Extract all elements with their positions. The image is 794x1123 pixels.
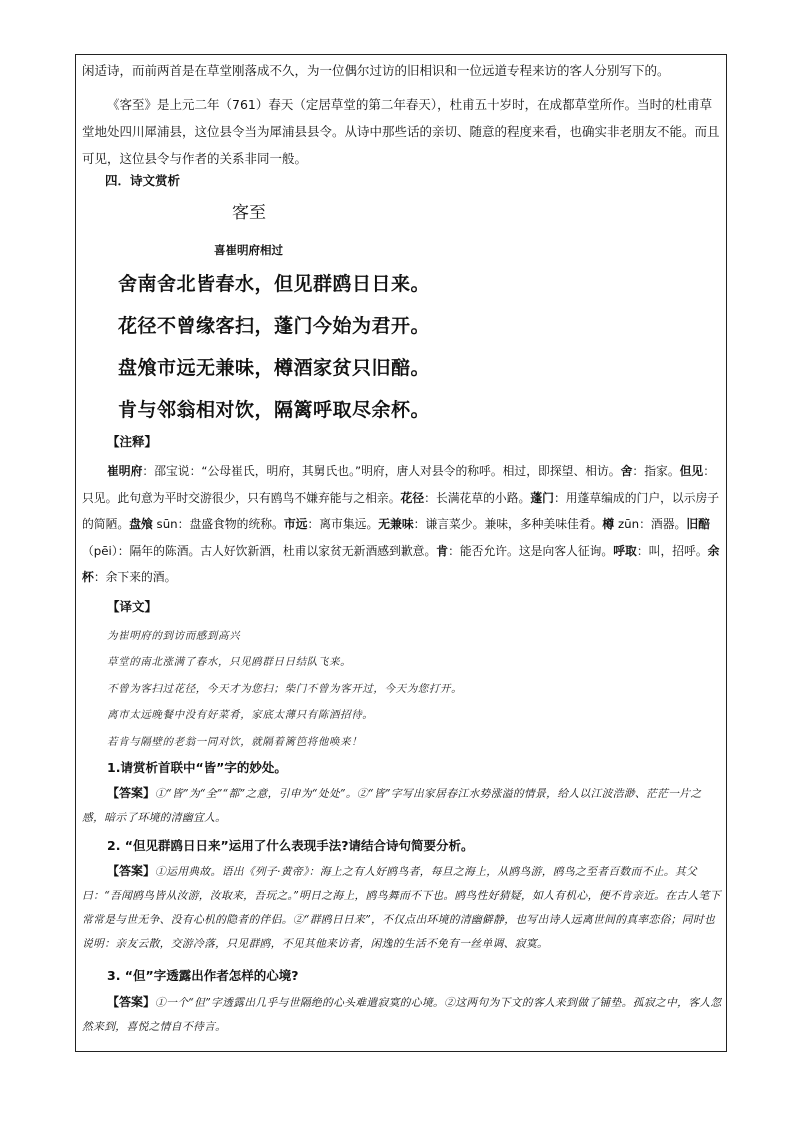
note-text: sūn：盘盛食物的统称。 [152,517,284,531]
translation-heading: 【译文】 [107,599,158,614]
answer-1: 【答案】①“皆”为“全”“都”之意，引申为“处处”。②“皆”字写出家居春江水势涨溢的情景，给人以江波浩渺、茫茫一片之感，暗示了环境的清幽宜人。 [82,786,702,824]
note-text: ：能否允许。这是向客人征询。 [448,543,614,558]
note-text: ：谦言菜少。兼味，多种美味佳肴。 [413,517,603,531]
translation-line: 不曾为客扫过花径，今天才为您扫；柴门不曾为客开过，今天为您打开。 [107,683,463,695]
note-term: 崔明府 [107,464,143,478]
poem-line: 舍南舍北皆春水，但见群鸥日日来。 [118,273,431,295]
note-term: 余杯 [82,543,720,584]
note-text: ：离市集远。 [307,517,379,531]
note-text: ：用蓬草编成的门户，以示房子的简陋。 [82,490,720,531]
section-heading: 四．诗文赏析 [105,173,181,188]
note-term: 肯 [436,543,449,558]
note-term: 呼取 [613,543,637,558]
intro-paragraph: 《客至》是上元二年（761）春天（定居草堂的第二年春天），杜甫五十岁时，在成都草堂所作。当时的杜甫草堂地处四川犀浦县，这位县令当为犀浦县县令。从诗中那些话的亲切、随意的程度来看，也确实非老朋友不能。而且可见，这位县令与作者的关系非同一般。 [82,97,720,166]
note-term: 樽 [602,517,615,531]
translation-line: 若肯与隔壁的老翁一同对饮，就隔着篱笆将他唤来！ [107,736,363,748]
question-3: 3. “但”字透露出作者怎样的心境? [107,968,299,983]
note-text: ：指家。 [632,464,680,478]
note-term: 旧醅 [686,517,710,531]
note-term: 舍 [620,464,633,478]
poem-subtitle: 喜崔明府相过 [214,243,283,257]
poem-title: 客至 [232,203,266,223]
translation-line: 离市太远晚餐中没有好菜肴，家底太薄只有陈酒招待。 [107,709,374,721]
poem-line: 花径不曾缘客扫，蓬门今始为君开。 [118,315,431,337]
note-term: 但见 [679,464,704,478]
note-term: 市远 [283,517,308,531]
translation-line: 为崔明府的到访而感到高兴 [107,630,241,642]
notes-heading: 【注释】 [107,434,158,449]
note-text: zūn：酒器。 [614,517,687,531]
note-term: 花径 [400,490,425,505]
note-text: ：长满花草的小路。 [424,490,531,505]
translation-line: 草堂的南北涨满了春水，只见鸥群日日结队飞来。 [107,656,352,668]
poem-line: 盘飧市远无兼味，樽酒家贫只旧醅。 [118,357,431,379]
note-text: ：邵宝说：“公母崔氏，明府，其舅氏也。”明府，唐人对县令的称呼。相过，即探望、相访。 [142,464,621,478]
note-text: ：只见。此句意为平时交游很少，只有鸥鸟不嫌弃能与之相亲。 [82,464,716,505]
notes-block [82,458,724,591]
intro-line: 闲适诗，而前两首是在草堂刚落成不久，为一位偶尔过访的旧相识和一位远道专程来访的客人分别写下的。 [82,63,670,78]
poem-line: 肯与邻翁相对饮，隔篱呼取尽余杯。 [118,399,431,421]
answer-2: 【答案】①运用典故。语出《列子·黄帝》：海上之有人好鸥鸟者，每旦之海上，从鸥鸟游，鸥鸟之至者百数而不止。其父曰：“吾闻鸥鸟皆从汝游，汝取来，吾玩之。”明日之海上，鸥鸟舞而不下也。鸥鸟性好猜疑，如人有机心，便不肯亲近。在古人笔下常常是与世无争、没有心机的隐者的伴侣。②“群鸥日日来”，不仅点出环境的清幽僻静，也写出诗人远离世间的真率恋俗；同时也说明：亲友云散，交游冷落，只见群鸥，不见其他来访者，闲逸的生活不免有一丝单调、寂寞。 [82,864,721,950]
question-2: 2. “但见群鸥日日来”运用了什么表现手法?请结合诗句简要分析。 [107,838,474,853]
note-text: （pēi）：隔年的陈酒。古人好饮新酒，杜甫以家贫无新酒感到歉意。 [82,543,437,558]
question-1: 1.请赏析首联中“皆”字的妙处。 [107,760,287,775]
note-text: ：余下来的酒。 [93,570,177,584]
note-term: 无兼味 [378,517,414,531]
note-term: 盘飧 [129,517,153,531]
note-term: 蓬门 [530,490,554,505]
note-text: ：叫，招呼。 [636,543,708,558]
answer-3: 【答案】①一个“但”字透露出几乎与世隔绝的心头难遣寂寞的心境。②这两句为下文的客人来到做了铺垫。孤寂之中，客人忽然来到，喜悦之情自不待言。 [82,995,722,1033]
